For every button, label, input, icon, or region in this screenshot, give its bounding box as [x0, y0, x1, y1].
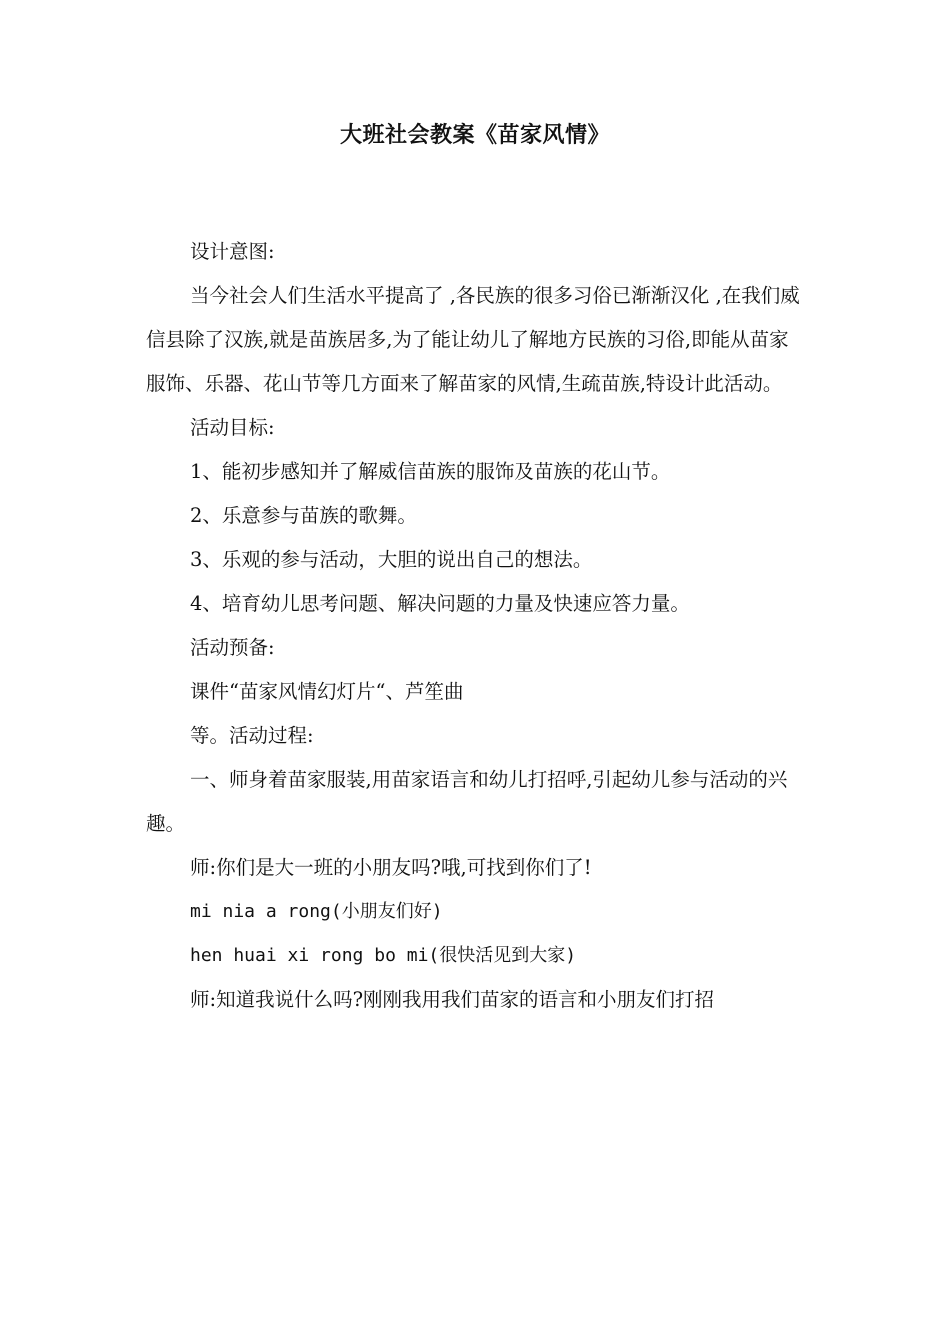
- paragraph-preparation-heading: 活动预备:: [190, 636, 275, 659]
- paragraph-preparation: 课件“苗家风情幻灯片“、芦笙曲: [190, 680, 464, 703]
- paragraph-goal-1: 1、能初步感知并了解威信苗族的服饰及苗族的花山节。: [190, 460, 671, 483]
- paragraph-process-step-1: 一、师身着苗家服装,用苗家语言和幼儿打招呼,引起幼儿参与活动的兴趣。: [146, 768, 788, 835]
- paragraph-goal-4: 4、培育幼儿思考问题、解决问题的力量及快速应答力量。: [190, 592, 690, 615]
- document-title: 大班社会教案《苗家风情》: [339, 122, 610, 148]
- paragraph-miao-greeting-1: mi nia a rong(小朋友们好): [190, 901, 443, 922]
- paragraph-goal-3: 3、乐观的参与活动，大胆的说出自己的想法。: [190, 548, 593, 571]
- paragraph-miao-greeting-2: hen huai xi rong bo mi(很快活见到大家): [190, 945, 577, 966]
- paragraph-teacher-line-2: 师:知道我说什么吗?刚刚我用我们苗家的语言和小朋友们打招: [190, 988, 715, 1011]
- paragraph-design-intent: 当今社会人们生活水平提高了 ,各民族的很多习俗已渐渐汉化 ,在我们威信县除了汉族,就是苗族居多,为了能让幼儿了解地方民族的习俗,即能从苗家服饰、乐器、花山节等几方面来了解苗家的风情,生疏苗族,特设计此活动。: [146, 284, 800, 395]
- paragraph-goals-heading: 活动目标:: [190, 416, 275, 439]
- paragraph-design-intent-heading: 设计意图:: [190, 240, 275, 263]
- paragraph-teacher-line-1: 师:你们是大一班的小朋友吗?哦,可找到你们了!: [190, 856, 592, 879]
- paragraph-process-heading: 等。活动过程:: [190, 724, 314, 747]
- document-body: [146, 230, 808, 1022]
- paragraph-goal-2: 2、乐意参与苗族的歌舞。: [190, 504, 417, 527]
